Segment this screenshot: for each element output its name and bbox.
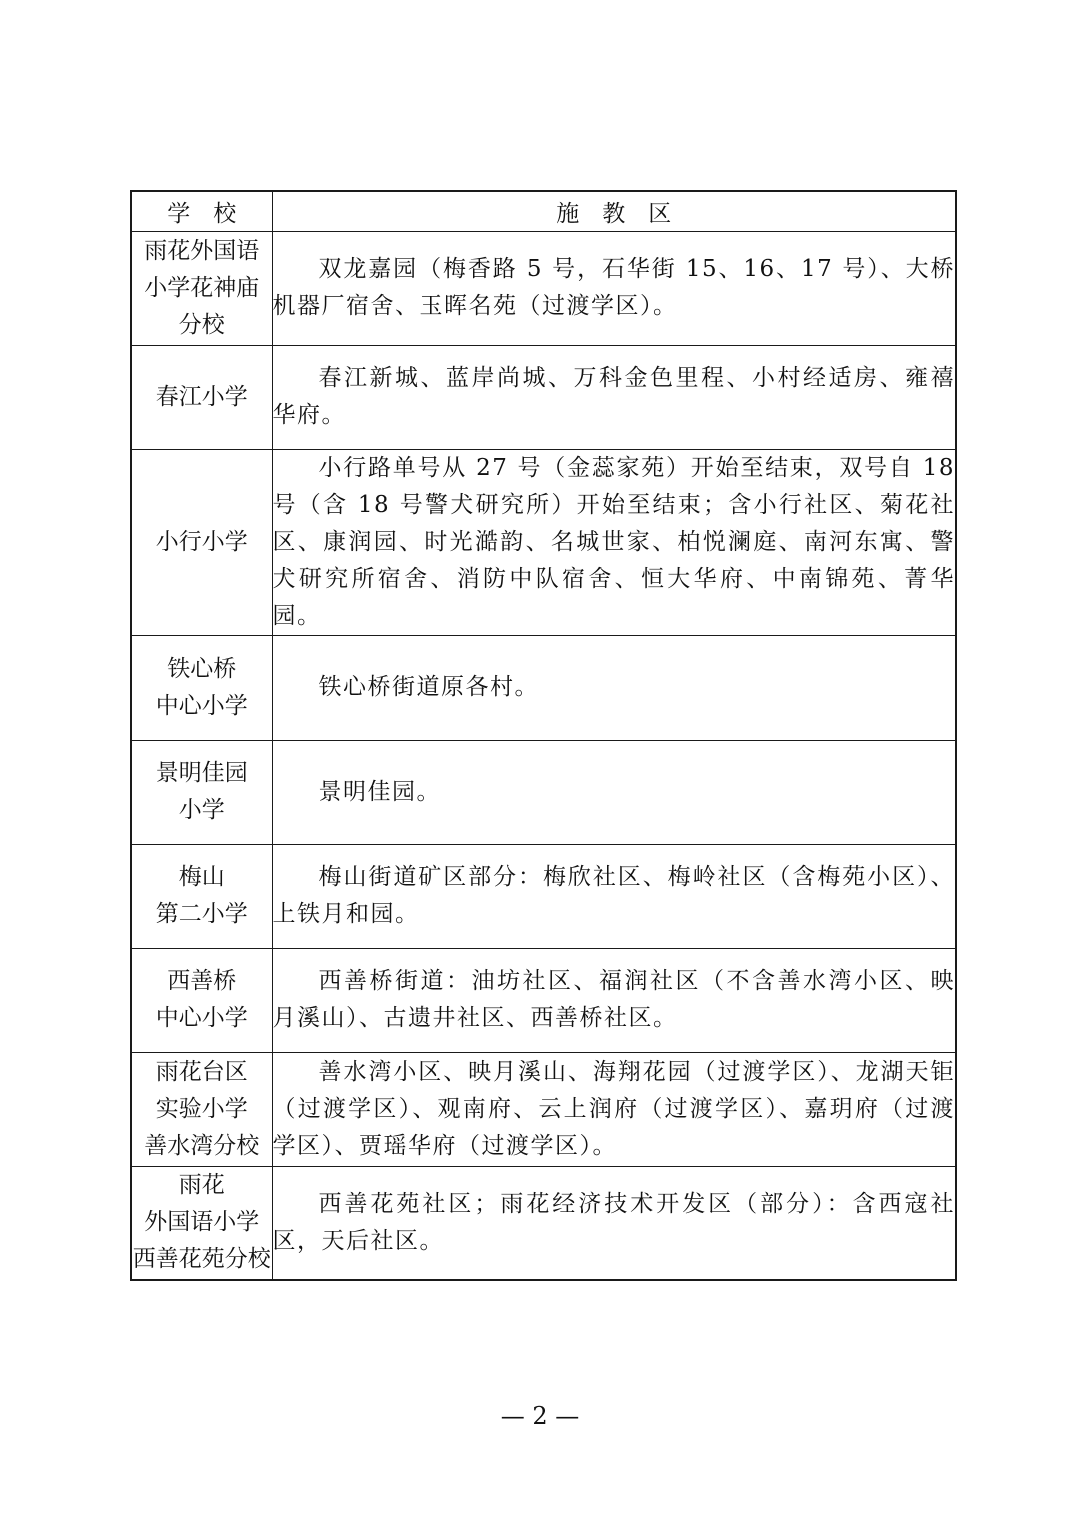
school-name-line: 铁心桥: [167, 655, 237, 682]
table-row: [131, 948, 956, 1052]
school-cell: [131, 345, 272, 449]
table-row: [131, 1052, 956, 1166]
school-cell: [131, 231, 272, 345]
school-name-line: 实验小学: [155, 1095, 248, 1122]
page-number: — 2 —: [500, 1402, 580, 1430]
table-row: [131, 1166, 956, 1280]
school-cell: [131, 948, 272, 1052]
table-header-row: [131, 191, 956, 231]
table-row: [131, 635, 956, 740]
table-row: [131, 449, 956, 635]
school-name-line: 中心小学: [155, 1005, 248, 1031]
school-name-line: 西善桥: [167, 968, 237, 994]
district-area-cell: 西善花苑社区；雨花经济技术开发区（部分）：含西寇社区，天后社区。: [272, 1166, 956, 1280]
school-name-line: 小学花神庙: [144, 274, 260, 301]
school-cell: [131, 1052, 272, 1166]
district-area-cell: 铁心桥街道原各村。: [272, 635, 956, 740]
district-area-cell: 景明佳园。: [272, 740, 956, 844]
school-cell: [131, 740, 272, 844]
school-name-line: 小行小学: [155, 528, 248, 555]
school-name-line: 雨花: [178, 1172, 225, 1199]
school-name-line: 雨花外国语: [144, 237, 260, 264]
district-area-cell: 双龙嘉园（梅香路 5 号，石华街 15、16、17 号）、大桥机器厂宿舍、玉晖名苑（过渡学区）。: [272, 231, 956, 345]
school-name-line: 第二小学: [155, 901, 248, 927]
header-area: 施 教 区: [272, 191, 956, 231]
school-name-line: 小学: [178, 797, 225, 823]
district-area-cell: 春江新城、蓝岸尚城、万科金色里程、小村经适房、雍禧华府。: [272, 345, 956, 449]
school-cell: [131, 635, 272, 740]
school-name-line: 外国语小学: [144, 1209, 260, 1236]
school-name-line: 梅山: [178, 864, 225, 890]
school-name-line: 雨花台区: [155, 1058, 248, 1085]
school-district-table: [130, 190, 957, 1281]
district-area-cell: 西善桥街道：油坊社区、福润社区（不含善水湾小区、映月溪山）、古遗井社区、西善桥社区。: [272, 948, 956, 1052]
school-name-line: 分校: [178, 311, 225, 338]
district-area-cell: 小行路单号从 27 号（金蕊家苑）开始至结束，双号自 18 号（含 18 号警犬研究所）开始至结束；含小行社区、菊花社区、康润园、时光澔韵、名城世家、柏悦澜庭、南河东寓、警犬研究所宿舍、消防中队宿舍、恒大华府、中南锦苑、菁华园。: [272, 449, 956, 635]
table-row: [131, 844, 956, 948]
table-row: [131, 345, 956, 449]
table-row: [131, 231, 956, 345]
district-area-cell: 梅山街道矿区部分：梅欣社区、梅岭社区（含梅苑小区）、上铁月和园。: [272, 844, 956, 948]
header-school: 学 校: [131, 191, 272, 231]
school-name-line: 景明佳园: [155, 760, 248, 786]
school-name-line: 春江小学: [155, 383, 248, 410]
school-name-line: 西善花苑分校: [132, 1246, 271, 1273]
school-name-line: 中心小学: [155, 692, 248, 719]
school-cell: [131, 1166, 272, 1280]
table-row: [131, 740, 956, 844]
school-cell: [131, 449, 272, 635]
school-name-line: 善水湾分校: [144, 1132, 260, 1159]
school-cell: [131, 844, 272, 948]
district-area-cell: 善水湾小区、映月溪山、海翔花园（过渡学区）、龙湖天钜（过渡学区）、观南府、云上润府（过渡学区）、嘉玥府（过渡学区）、贾瑶华府（过渡学区）。: [272, 1052, 956, 1166]
